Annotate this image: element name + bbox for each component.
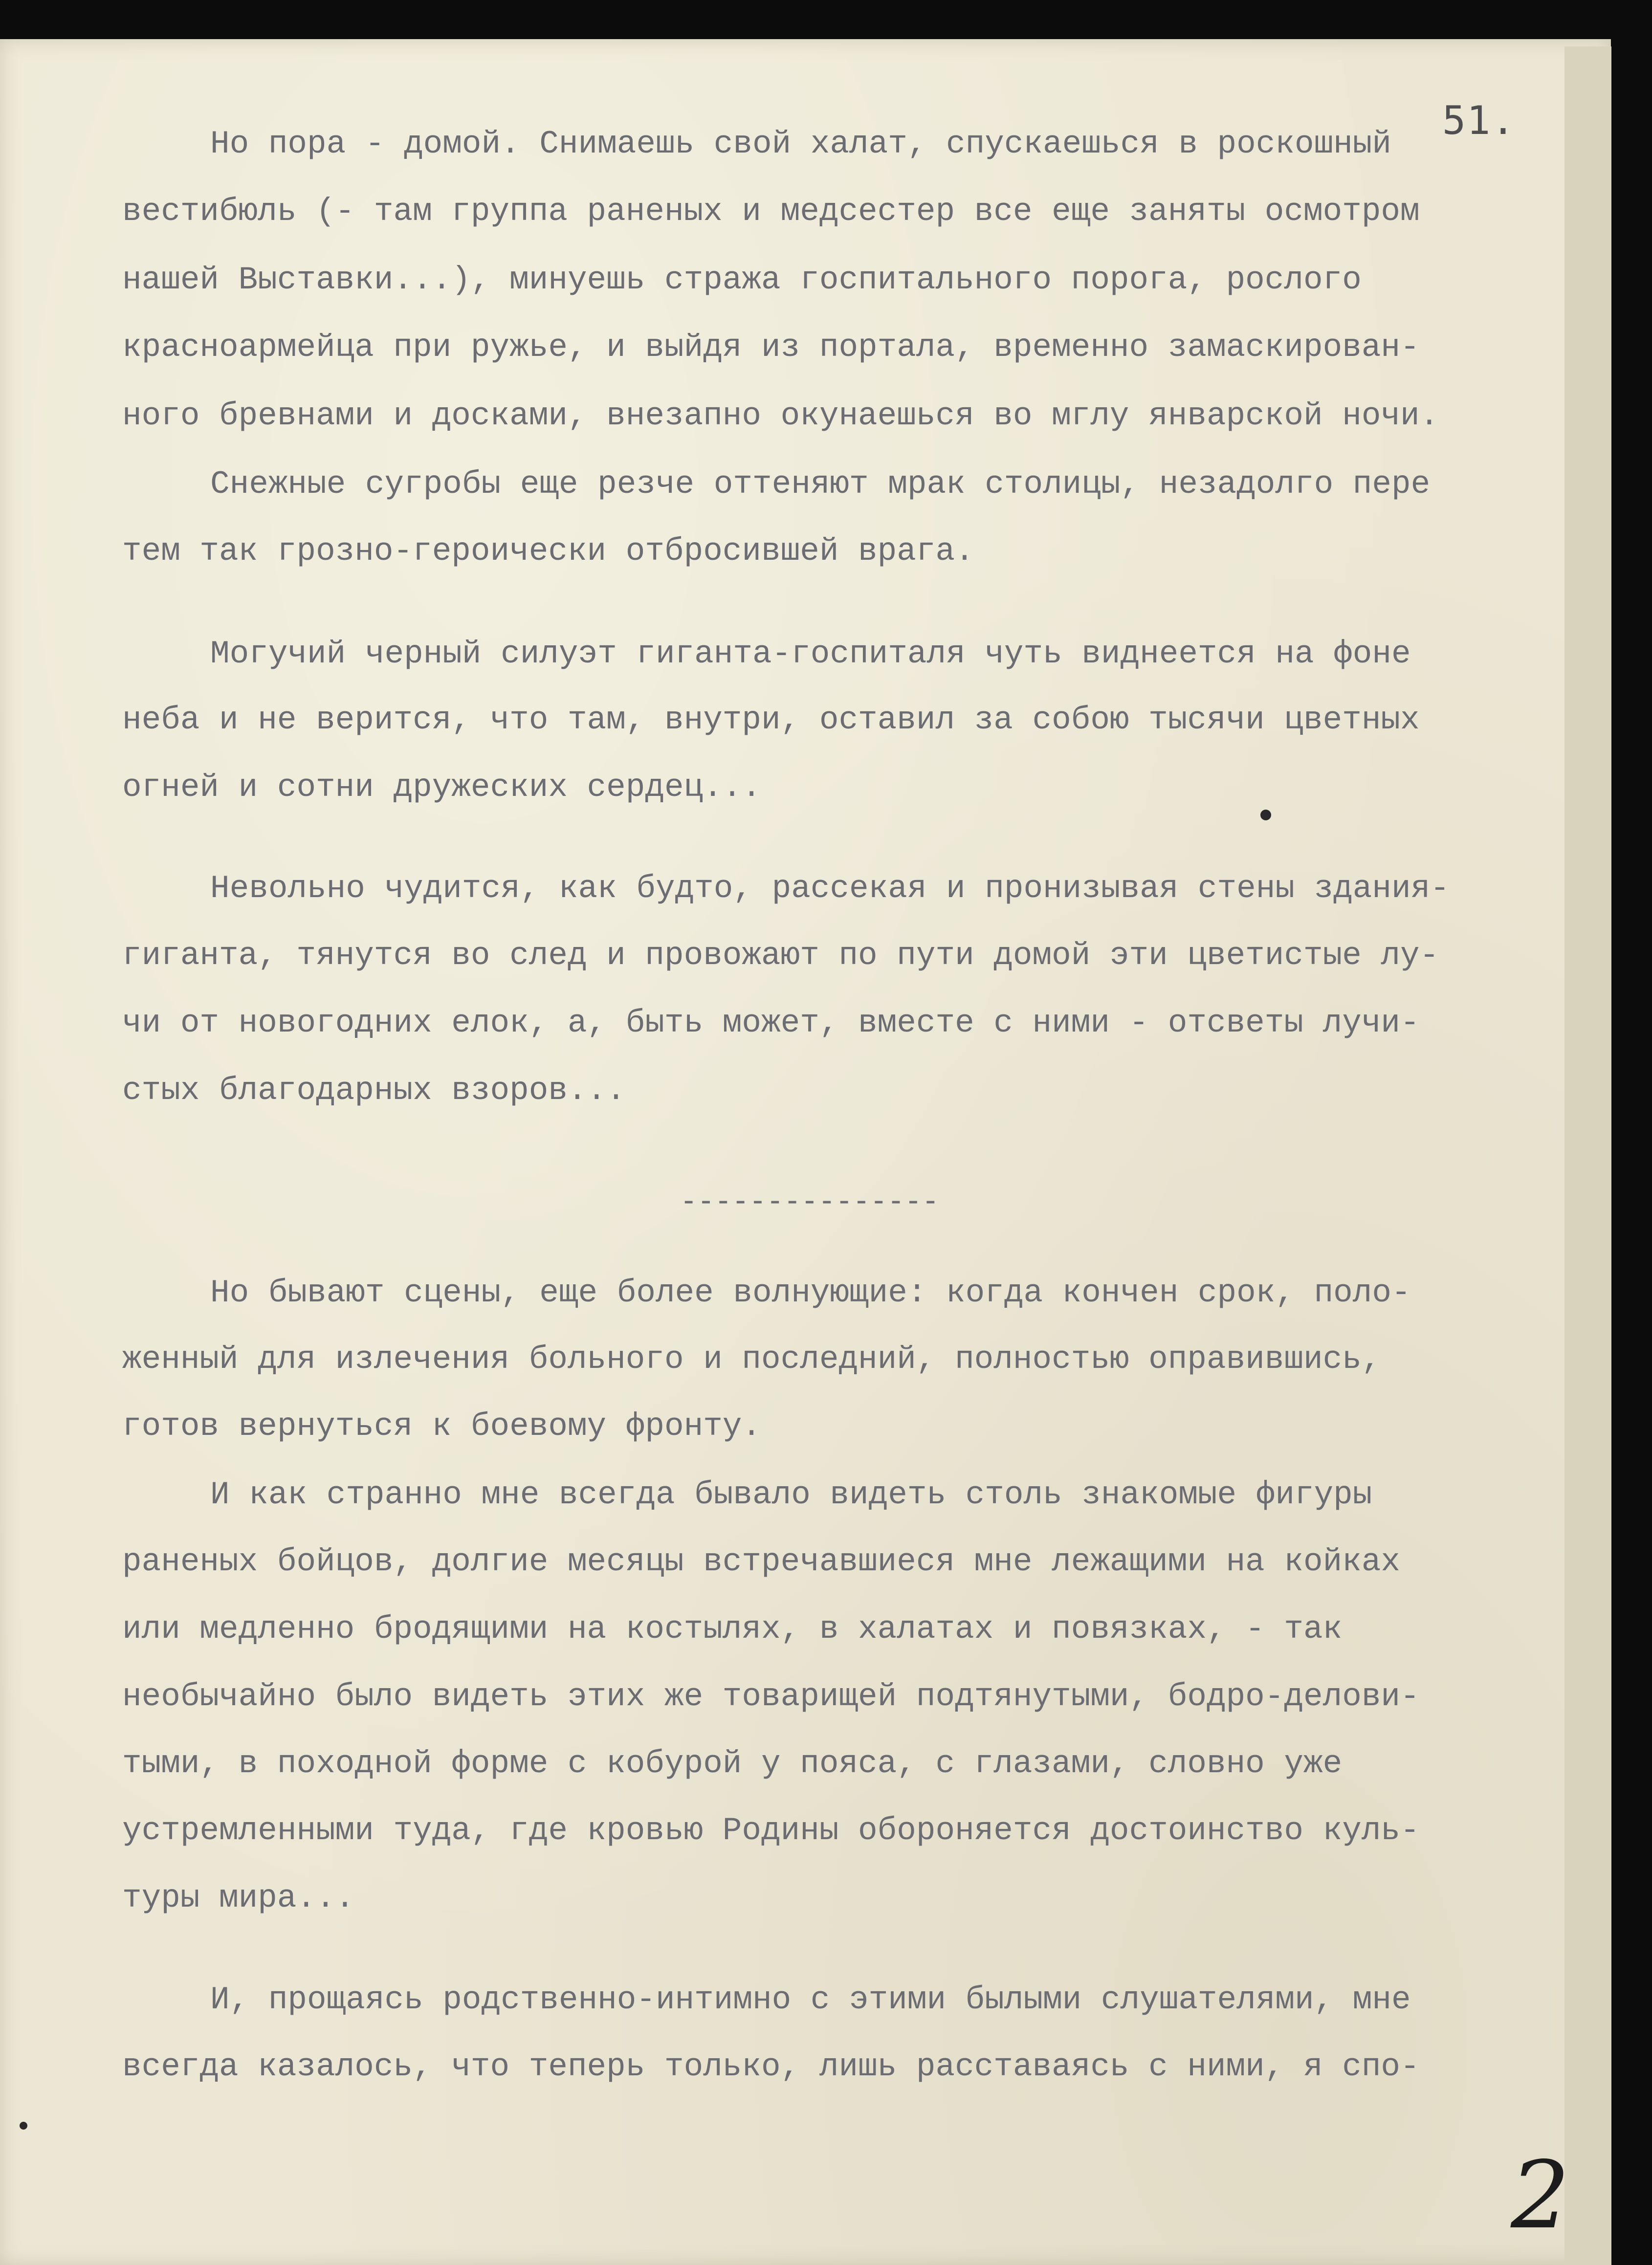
text-line: огней и сотни дружеских сердец... — [122, 769, 762, 806]
text-line: тем так грозно-героически отбросившей врага. — [122, 533, 974, 570]
text-line: стых благодарных взоров... — [122, 1072, 626, 1109]
page-number: 51. — [1442, 98, 1516, 143]
text-line: раненых бойцов, долгие месяцы встречавшиеся мне лежащими на койках — [122, 1543, 1401, 1580]
text-line: Невольно чудится, как будто, рассекая и пронизывая стены здания- — [210, 870, 1450, 907]
section-separator: --------------- — [680, 1182, 939, 1218]
text-line: красноармейца при ружье, и выйдя из портала, временно замаскирован- — [122, 329, 1420, 366]
handwritten-page-mark: 2 — [1511, 2141, 1570, 2249]
text-line: вестибюль (- там группа раненых и медсестер все еще заняты осмотром — [122, 193, 1420, 230]
text-line: Могучий черный силуэт гиганта-госпиталя чуть виднеется на фоне — [210, 636, 1411, 672]
text-line: устремленными туда, где кровью Родины обороняется достоинство куль- — [122, 1812, 1420, 1849]
paper-sheet — [0, 39, 1611, 2265]
text-line: Снежные сугробы еще резче оттеняют мрак столицы, незадолго пере — [210, 466, 1431, 503]
text-line: гиганта, тянутся во след и провожают по пути домой эти цветистые лу- — [122, 937, 1439, 974]
text-line: Но бывают сцены, еще более волнующие: когда кончен срок, поло- — [210, 1275, 1411, 1311]
text-line: ного бревнами и досками, внезапно окунаешься во мглу январской ночи. — [122, 397, 1439, 434]
text-line: нашей Выставки...), минуешь стража госпитального порога, рослого — [122, 262, 1362, 298]
text-line: неба и не верится, что там, внутри, оставил за собою тысячи цветных — [122, 702, 1420, 738]
text-line: И как странно мне всегда бывало видеть столь знакомые фигуры — [210, 1476, 1372, 1513]
text-line: готов вернуться к боевому фронту. — [122, 1408, 762, 1445]
text-line: необычайно было видеть этих же товарищей подтянутыми, бодро-делови- — [122, 1678, 1420, 1715]
text-line: Но пора - домой. Снимаешь свой халат, спускаешься в роскошный — [210, 126, 1391, 162]
text-line: всегда казалось, что теперь только, лишь расставаясь с ними, я спо- — [122, 2048, 1420, 2085]
paper-edge — [1564, 46, 1611, 2265]
ink-dot — [20, 2122, 27, 2130]
text-line: туры мира... — [122, 1880, 355, 1916]
text-line: или медленно бродящими на костылях, в халатах и повязках, - так — [122, 1611, 1343, 1648]
text-line: чи от новогодних елок, а, быть может, вместе с ними - отсветы лучи- — [122, 1005, 1420, 1041]
text-line: тыми, в походной форме с кобурой у пояса, с глазами, словно уже — [122, 1745, 1343, 1782]
text-line: женный для излечения больного и последний, полностью оправившись, — [122, 1341, 1381, 1378]
ink-dot — [1260, 810, 1271, 820]
text-line: И, прощаясь родственно-интимно с этими былыми слушателями, мне — [210, 1981, 1411, 2018]
